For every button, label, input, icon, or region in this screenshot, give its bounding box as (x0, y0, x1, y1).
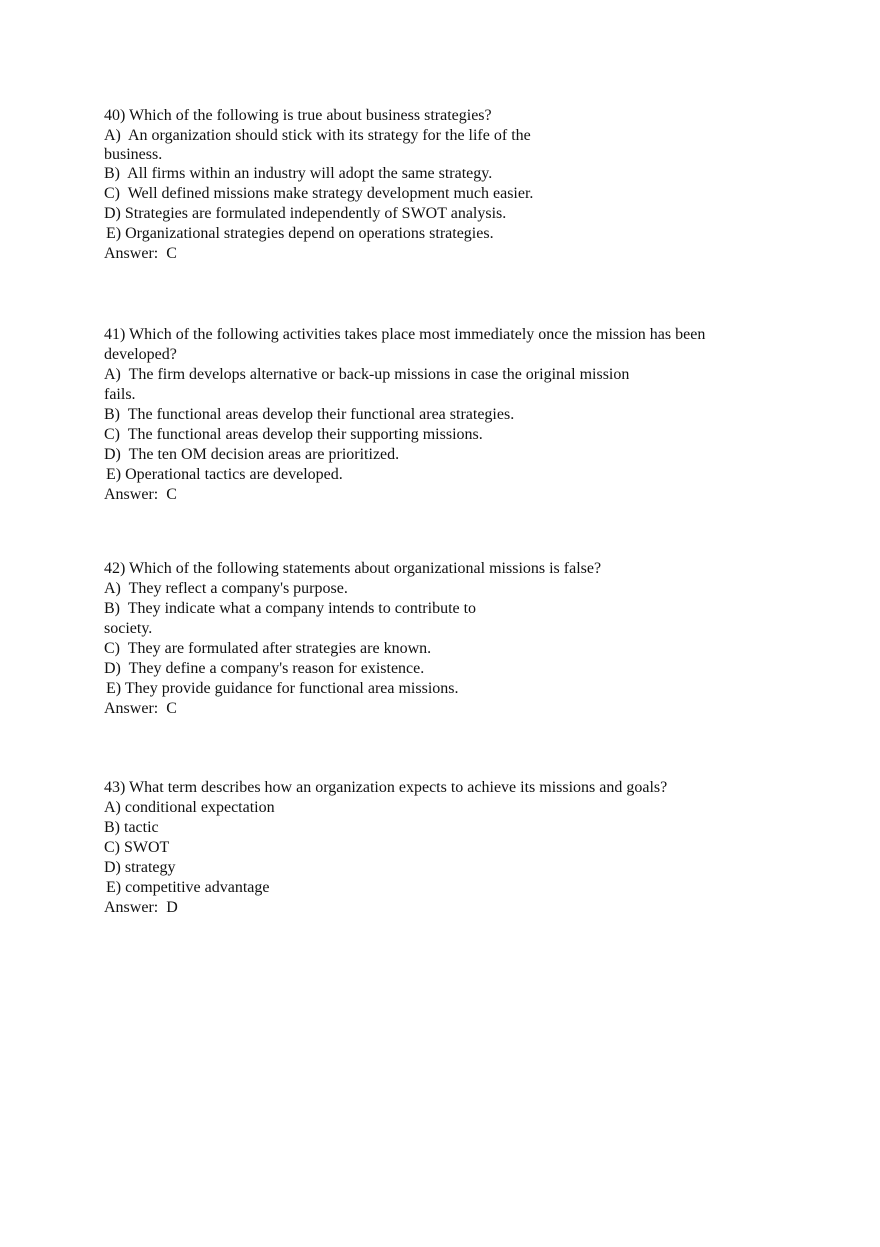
option-e: E) Organizational strategies depend on operations strategies. (106, 225, 494, 242)
option-b: B) They indicate what a company intends to contribute to (104, 600, 477, 617)
option-b: B) All firms within an industry will adopt the same strategy. (104, 165, 493, 182)
option-e: E) competitive advantage (106, 879, 270, 896)
question-40 (104, 106, 784, 264)
option-e: E) Operational tactics are developed. (106, 466, 343, 483)
question-stem: 41) Which of the following activities takes place most immediately once the mission has been (104, 326, 706, 343)
question-stem: 43) What term describes how an organization expects to achieve its missions and goals? (104, 779, 668, 796)
option-a-continued: fails. (104, 386, 136, 403)
option-d: D) The ten OM decision areas are prioritized. (104, 446, 400, 463)
question-43 (104, 778, 784, 918)
question-42 (104, 559, 784, 719)
option-c: C) Well defined missions make strategy development much easier. (104, 185, 534, 202)
answer: Answer: C (104, 486, 177, 503)
answer: Answer: C (104, 245, 177, 262)
question-stem-continued: developed? (104, 346, 177, 363)
option-a: A) conditional expectation (104, 799, 275, 816)
option-e: E) They provide guidance for functional area missions. (106, 680, 459, 697)
option-d: D) Strategies are formulated independently of SWOT analysis. (104, 205, 507, 222)
option-a: A) An organization should stick with its strategy for the life of the (104, 127, 531, 144)
option-a: A) They reflect a company's purpose. (104, 580, 348, 597)
answer: Answer: C (104, 700, 177, 717)
option-a: A) The firm develops alternative or back-up missions in case the original mission (104, 366, 630, 383)
option-d: D) strategy (104, 859, 176, 876)
option-c: C) The functional areas develop their supporting missions. (104, 426, 483, 443)
option-a-continued: business. (104, 146, 163, 163)
option-b: B) tactic (104, 819, 159, 836)
option-b-continued: society. (104, 620, 153, 637)
option-c: C) They are formulated after strategies are known. (104, 640, 432, 657)
question-41 (104, 325, 784, 505)
option-b: B) The functional areas develop their functional area strategies. (104, 406, 515, 423)
question-stem: 40) Which of the following is true about business strategies? (104, 107, 492, 124)
option-d: D) They define a company's reason for existence. (104, 660, 425, 677)
question-stem: 42) Which of the following statements about organizational missions is false? (104, 560, 602, 577)
answer: Answer: D (104, 899, 178, 916)
option-c: C) SWOT (104, 839, 170, 856)
